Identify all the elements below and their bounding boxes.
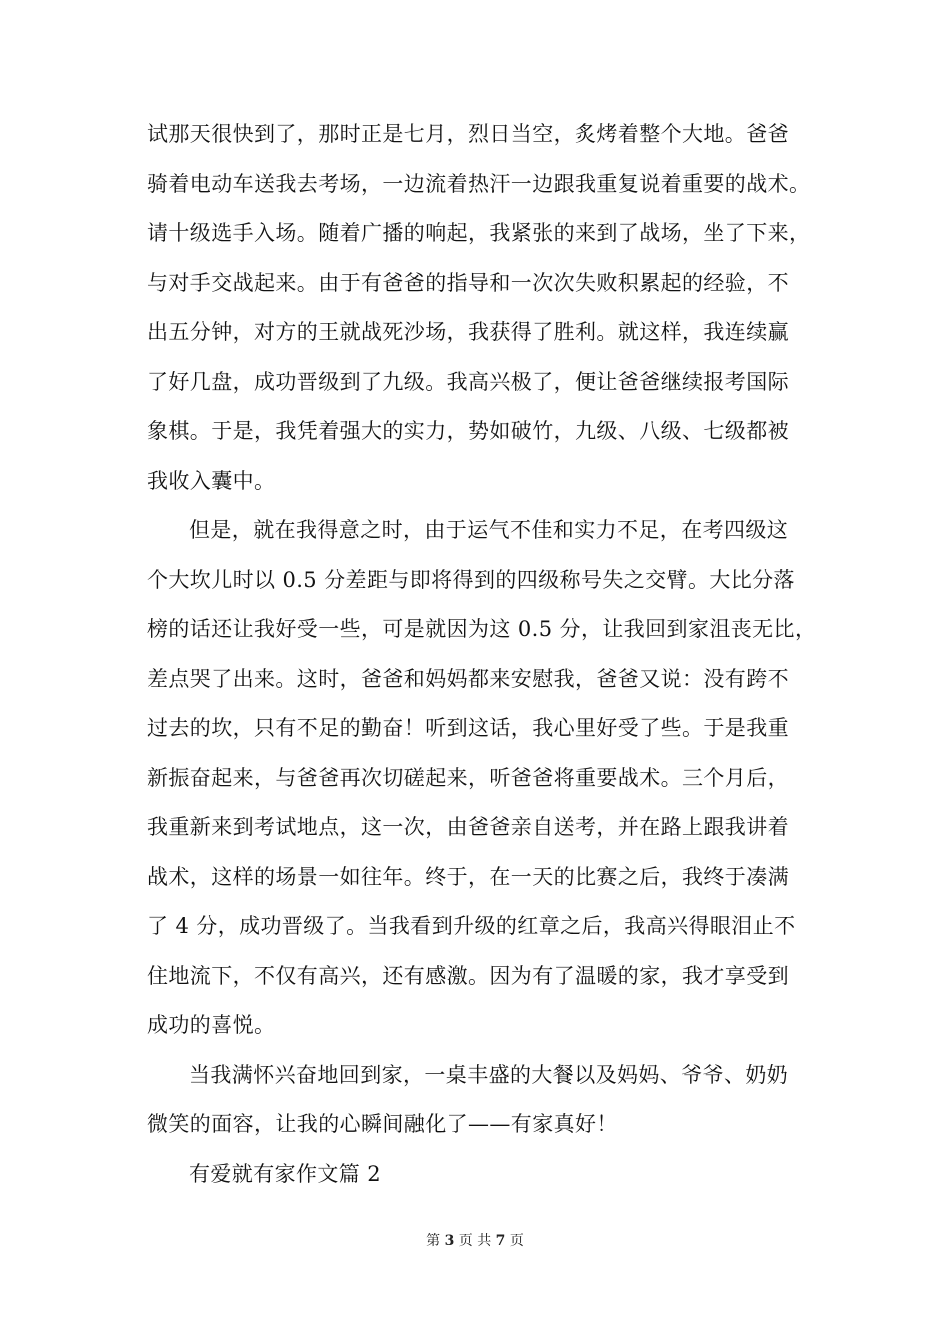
text-line: 我收入囊中。 <box>147 468 276 493</box>
footer-prefix: 第 <box>426 1233 441 1249</box>
text-line: 试那天很快到了，那时正是七月，烈日当空，炙烤着整个大地。爸爸 <box>147 122 789 146</box>
document-body <box>147 110 817 1199</box>
text-line: 与对手交战起来。由于有爸爸的指导和一次次失败积累起的经验，不 <box>147 270 789 295</box>
paragraph-start-line: 当我满怀兴奋地回到家，一桌丰盛的大餐以及妈妈、爷爷、奶奶 <box>189 1062 789 1087</box>
text-line: 骑着电动车送我去考场，一边流着热汗一边跟我重复说着重要的战术。 <box>147 171 811 196</box>
text-line: 差点哭了出来。这时，爸爸和妈妈都来安慰我，爸爸又说：没有跨不 <box>147 666 789 691</box>
total-pages-number: 7 <box>495 1233 506 1249</box>
text-line: 过去的坎，只有不足的勤奋！听到这话，我心里好受了些。于是我重 <box>147 716 789 740</box>
text-line: 成功的喜悦。 <box>147 1013 276 1037</box>
section-heading: 有爱就有家作文篇 2 <box>189 1161 382 1186</box>
text-line: 了好几盘，成功晋级到了九级。我高兴极了，便让爸爸继续报考国际 <box>147 369 789 394</box>
text-line: 出五分钟，对方的王就战死沙场，我获得了胜利。就这样，我连续赢 <box>147 320 789 344</box>
text-line: 我重新来到考试地点，这一次，由爸爸亲自送考，并在路上跟我讲着 <box>147 815 789 839</box>
page-footer <box>0 1231 950 1251</box>
text-line: 微笑的面容，让我的心瞬间融化了——有家真好！ <box>147 1112 618 1136</box>
text-line: 住地流下，不仅有高兴，还有感激。因为有了温暖的家，我才享受到 <box>147 963 789 988</box>
text-line: 象棋。于是，我凭着强大的实力，势如破竹，九级、八级、七级都被 <box>147 419 789 443</box>
text-line: 新振奋起来，与爸爸再次切磋起来，听爸爸将重要战术。三个月后， <box>147 765 789 790</box>
text-line: 了 4 分，成功晋级了。当我看到升级的红章之后，我高兴得眼泪止不 <box>147 914 796 938</box>
text-line: 榜的话还让我好受一些，可是就因为这 0.5 分，让我回到家沮丧无比， <box>147 617 817 641</box>
text-line: 个大坎儿时以 0.5 分差距与即将得到的四级称号失之交臂。大比分落 <box>147 567 795 592</box>
current-page-number: 3 <box>444 1233 455 1249</box>
footer-middle: 页 共 <box>458 1233 492 1249</box>
text-line: 战术，这样的场景一如往年。终于，在一天的比赛之后，我终于凑满 <box>147 864 789 889</box>
text-line: 请十级选手入场。随着广播的响起，我紧张的来到了战场，坐了下来， <box>147 221 811 245</box>
footer-suffix: 页 <box>509 1233 524 1249</box>
paragraph-start-line: 但是，就在我得意之时，由于运气不佳和实力不足，在考四级这 <box>189 518 789 542</box>
